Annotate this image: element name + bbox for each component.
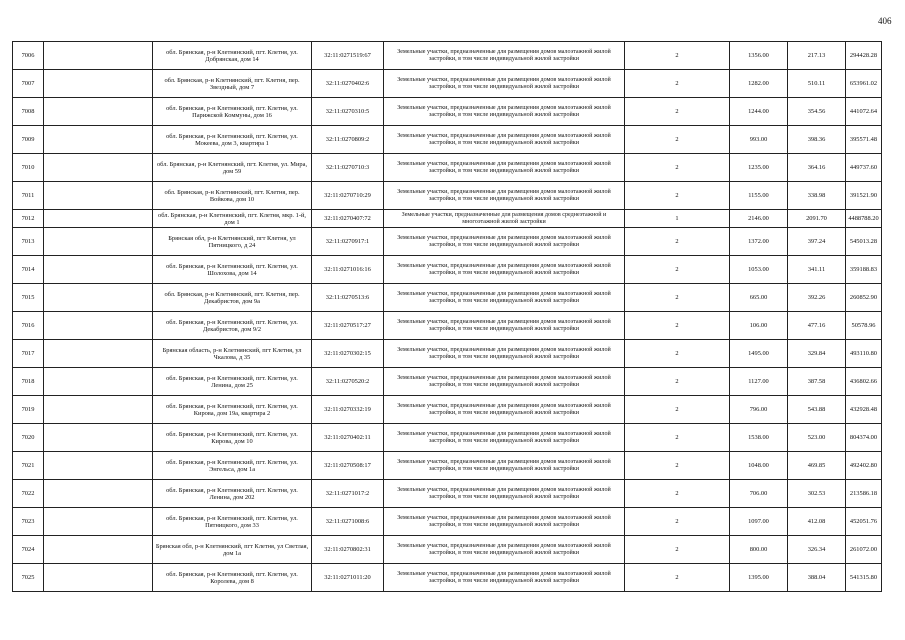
area-cell: 993.00 xyxy=(730,126,788,154)
cadastral-number-cell: 32:11:0270407:72 xyxy=(312,210,384,228)
cadastral-number-cell: 32:11:0271008:6 xyxy=(312,508,384,536)
blank-cell xyxy=(44,210,153,228)
cadastral-number-cell: 32:11:0270809:2 xyxy=(312,126,384,154)
row-id-cell: 7006 xyxy=(13,42,44,70)
land-plots-table xyxy=(12,41,882,592)
blank-cell xyxy=(44,536,153,564)
cadastral-value-cell: 449737.60 xyxy=(846,154,882,182)
blank-cell xyxy=(44,154,153,182)
group-cell: 2 xyxy=(625,452,730,480)
purpose-cell: Земельные участки, предназначенные для размещения домов малоэтажной жилой застройки, в том числе индивидуальной жилой застройки xyxy=(384,284,625,312)
cadastral-number-cell: 32:11:0270802:31 xyxy=(312,536,384,564)
purpose-cell: Земельные участки, предназначенные для размещения домов малоэтажной жилой застройки, в том числе индивидуальной жилой застройки xyxy=(384,536,625,564)
row-id-cell: 7009 xyxy=(13,126,44,154)
purpose-cell: Земельные участки, предназначенные для размещения домов малоэтажной жилой застройки, в том числе индивидуальной жилой застройки xyxy=(384,154,625,182)
purpose-cell: Земельные участки, предназначенные для размещения домов малоэтажной жилой застройки, в том числе индивидуальной жилой застройки xyxy=(384,126,625,154)
blank-cell xyxy=(44,98,153,126)
purpose-cell: Земельные участки, предназначенные для размещения домов малоэтажной жилой застройки, в том числе индивидуальной жилой застройки xyxy=(384,480,625,508)
cadastral-value-cell: 452051.76 xyxy=(846,508,882,536)
row-id-cell: 7025 xyxy=(13,564,44,592)
specific-value-cell: 469.85 xyxy=(788,452,846,480)
address-cell: Брянская обл, р-н Клетнянский, пгт Клетня, ул Светлая, дом 1а xyxy=(153,536,312,564)
cadastral-value-cell: 294428.28 xyxy=(846,42,882,70)
table-row xyxy=(13,98,882,126)
purpose-cell: Земельные участки, предназначенные для размещения домов малоэтажной жилой застройки, в том числе индивидуальной жилой застройки xyxy=(384,340,625,368)
group-cell: 2 xyxy=(625,228,730,256)
row-id-cell: 7008 xyxy=(13,98,44,126)
group-cell: 1 xyxy=(625,210,730,228)
area-cell: 1097.00 xyxy=(730,508,788,536)
group-cell: 2 xyxy=(625,536,730,564)
table-row xyxy=(13,452,882,480)
group-cell: 2 xyxy=(625,70,730,98)
group-cell: 2 xyxy=(625,480,730,508)
group-cell: 2 xyxy=(625,284,730,312)
specific-value-cell: 354.56 xyxy=(788,98,846,126)
purpose-cell: Земельные участки, предназначенные для размещения домов малоэтажной жилой застройки, в том числе индивидуальной жилой застройки xyxy=(384,424,625,452)
row-id-cell: 7016 xyxy=(13,312,44,340)
cadastral-value-cell: 653961.02 xyxy=(846,70,882,98)
row-id-cell: 7023 xyxy=(13,508,44,536)
table-row xyxy=(13,126,882,154)
address-cell: обл. Брянская, р-н Клетнянский, пгт. Клетня, ул. Кирова, дом 10 xyxy=(153,424,312,452)
purpose-cell: Земельные участки, предназначенные для размещения домов малоэтажной жилой застройки, в том числе индивидуальной жилой застройки xyxy=(384,42,625,70)
blank-cell xyxy=(44,42,153,70)
row-id-cell: 7019 xyxy=(13,396,44,424)
area-cell: 796.00 xyxy=(730,396,788,424)
table-row xyxy=(13,368,882,396)
table-row xyxy=(13,340,882,368)
cadastral-value-cell: 493110.80 xyxy=(846,340,882,368)
cadastral-value-cell: 395571.48 xyxy=(846,126,882,154)
table-row xyxy=(13,210,882,228)
area-cell: 800.00 xyxy=(730,536,788,564)
area-cell: 1495.00 xyxy=(730,340,788,368)
cadastral-value-cell: 541315.80 xyxy=(846,564,882,592)
area-cell: 2146.00 xyxy=(730,210,788,228)
row-id-cell: 7010 xyxy=(13,154,44,182)
blank-cell xyxy=(44,564,153,592)
row-id-cell: 7020 xyxy=(13,424,44,452)
area-cell: 1282.00 xyxy=(730,70,788,98)
row-id-cell: 7015 xyxy=(13,284,44,312)
purpose-cell: Земельные участки, предназначенные для размещения домов малоэтажной жилой застройки, в том числе индивидуальной жилой застройки xyxy=(384,508,625,536)
cadastral-number-cell: 32:11:0270513:6 xyxy=(312,284,384,312)
row-id-cell: 7011 xyxy=(13,182,44,210)
row-id-cell: 7018 xyxy=(13,368,44,396)
address-cell: обл. Брянская, р-н Клетнянский, пгт. Клетня, ул. Мира, дом 59 xyxy=(153,154,312,182)
cadastral-number-cell: 32:11:0271017:2 xyxy=(312,480,384,508)
blank-cell xyxy=(44,312,153,340)
row-id-cell: 7024 xyxy=(13,536,44,564)
row-id-cell: 7013 xyxy=(13,228,44,256)
area-cell: 1372.00 xyxy=(730,228,788,256)
cadastral-value-cell: 432928.48 xyxy=(846,396,882,424)
cadastral-value-cell: 441072.64 xyxy=(846,98,882,126)
cadastral-number-cell: 32:11:0270917:1 xyxy=(312,228,384,256)
address-cell: обл. Брянская, р-н Клетнянский, пгт. Клетня, ул. Королева, дом 8 xyxy=(153,564,312,592)
table-row xyxy=(13,182,882,210)
row-id-cell: 7012 xyxy=(13,210,44,228)
purpose-cell: Земельные участки, предназначенные для размещения домов малоэтажной жилой застройки, в том числе индивидуальной жилой застройки xyxy=(384,312,625,340)
area-cell: 1395.00 xyxy=(730,564,788,592)
cadastral-number-cell: 32:11:0270710:3 xyxy=(312,154,384,182)
purpose-cell: Земельные участки, предназначенные для размещения домов малоэтажной жилой застройки, в том числе индивидуальной жилой застройки xyxy=(384,564,625,592)
specific-value-cell: 477.16 xyxy=(788,312,846,340)
address-cell: обл. Брянская, р-н Клетнянский, пгт. Клетня, пер. Декабристов, дом 9а xyxy=(153,284,312,312)
table-row xyxy=(13,508,882,536)
specific-value-cell: 392.26 xyxy=(788,284,846,312)
blank-cell xyxy=(44,368,153,396)
group-cell: 2 xyxy=(625,340,730,368)
blank-cell xyxy=(44,396,153,424)
blank-cell xyxy=(44,284,153,312)
cadastral-number-cell: 32:11:0270517:27 xyxy=(312,312,384,340)
area-cell: 1048.00 xyxy=(730,452,788,480)
blank-cell xyxy=(44,340,153,368)
table-row xyxy=(13,256,882,284)
purpose-cell: Земельные участки, предназначенные для размещения домов среднеэтажной и многоэтажной жилой застройки xyxy=(384,210,625,228)
row-id-cell: 7022 xyxy=(13,480,44,508)
group-cell: 2 xyxy=(625,256,730,284)
area-cell: 1244.00 xyxy=(730,98,788,126)
cadastral-number-cell: 32:11:0270332:19 xyxy=(312,396,384,424)
address-cell: обл. Брянская, р-н Клетнянский, пгт. Клетня, ул. Кирова, дом 19а, квартира 2 xyxy=(153,396,312,424)
specific-value-cell: 338.98 xyxy=(788,182,846,210)
address-cell: Брянская область, р-н Клетнянский, пгт Клетня, ул Чкалова, д 35 xyxy=(153,340,312,368)
row-id-cell: 7021 xyxy=(13,452,44,480)
table-row xyxy=(13,228,882,256)
table-row xyxy=(13,42,882,70)
address-cell: обл. Брянская, р-н Клетнянский, пгт. Клетня, ул. Ленина, дом 202 xyxy=(153,480,312,508)
specific-value-cell: 302.53 xyxy=(788,480,846,508)
specific-value-cell: 341.11 xyxy=(788,256,846,284)
row-id-cell: 7017 xyxy=(13,340,44,368)
cadastral-number-cell: 32:11:0271016:16 xyxy=(312,256,384,284)
address-cell: обл. Брянская, р-н Клетнянский, пгт. Клетня, ул. Парижской Коммуны, дом 16 xyxy=(153,98,312,126)
cadastral-value-cell: 213586.18 xyxy=(846,480,882,508)
address-cell: обл. Брянская, р-н Клетнянский, пгт. Клетня, ул. Ленина, дом 25 xyxy=(153,368,312,396)
area-cell: 1356.00 xyxy=(730,42,788,70)
cadastral-value-cell: 359188.83 xyxy=(846,256,882,284)
area-cell: 106.00 xyxy=(730,312,788,340)
group-cell: 2 xyxy=(625,396,730,424)
table-row xyxy=(13,154,882,182)
specific-value-cell: 523.00 xyxy=(788,424,846,452)
cadastral-number-cell: 32:11:0271011:20 xyxy=(312,564,384,592)
purpose-cell: Земельные участки, предназначенные для размещения домов малоэтажной жилой застройки, в том числе индивидуальной жилой застройки xyxy=(384,396,625,424)
address-cell: обл. Брянская, р-н Клетнянский, пгт. Клетня, мкр. 1-й, дом 1 xyxy=(153,210,312,228)
specific-value-cell: 217.13 xyxy=(788,42,846,70)
table-row xyxy=(13,70,882,98)
address-cell: обл. Брянская, р-н Клетнянский, пгт. Клетня, ул. Мокеева, дом 3, квартира 1 xyxy=(153,126,312,154)
group-cell: 2 xyxy=(625,98,730,126)
purpose-cell: Земельные участки, предназначенные для размещения домов малоэтажной жилой застройки, в том числе индивидуальной жилой застройки xyxy=(384,256,625,284)
cadastral-value-cell: 261072.00 xyxy=(846,536,882,564)
area-cell: 1235.00 xyxy=(730,154,788,182)
address-cell: обл. Брянская, р-н Клетнянский, пгт. Клетня, ул. Шолохова, дом 14 xyxy=(153,256,312,284)
row-id-cell: 7007 xyxy=(13,70,44,98)
cadastral-value-cell: 804374.00 xyxy=(846,424,882,452)
address-cell: Брянская обл, р-н Клетнянский, пгт Клетня, ул Пятницкого, д 24 xyxy=(153,228,312,256)
cadastral-number-cell: 32:11:0270402:11 xyxy=(312,424,384,452)
specific-value-cell: 398.36 xyxy=(788,126,846,154)
group-cell: 2 xyxy=(625,312,730,340)
cadastral-value-cell: 436802.66 xyxy=(846,368,882,396)
address-cell: обл. Брянская, р-н Клетнянский, пгт. Клетня, ул. Пятницкого, дом 33 xyxy=(153,508,312,536)
blank-cell xyxy=(44,424,153,452)
group-cell: 2 xyxy=(625,182,730,210)
group-cell: 2 xyxy=(625,564,730,592)
purpose-cell: Земельные участки, предназначенные для размещения домов малоэтажной жилой застройки, в том числе индивидуальной жилой застройки xyxy=(384,182,625,210)
cadastral-value-cell: 492402.80 xyxy=(846,452,882,480)
blank-cell xyxy=(44,70,153,98)
group-cell: 2 xyxy=(625,154,730,182)
group-cell: 2 xyxy=(625,368,730,396)
cadastral-number-cell: 32:11:0271519:67 xyxy=(312,42,384,70)
specific-value-cell: 412.08 xyxy=(788,508,846,536)
cadastral-value-cell: 545013.28 xyxy=(846,228,882,256)
blank-cell xyxy=(44,228,153,256)
blank-cell xyxy=(44,508,153,536)
group-cell: 2 xyxy=(625,42,730,70)
blank-cell xyxy=(44,452,153,480)
address-cell: обл. Брянская, р-н Клетнянский, пгт. Клетня, ул. Энгельса, дом 1а xyxy=(153,452,312,480)
area-cell: 665.00 xyxy=(730,284,788,312)
purpose-cell: Земельные участки, предназначенные для размещения домов малоэтажной жилой застройки, в том числе индивидуальной жилой застройки xyxy=(384,70,625,98)
specific-value-cell: 397.24 xyxy=(788,228,846,256)
blank-cell xyxy=(44,182,153,210)
row-id-cell: 7014 xyxy=(13,256,44,284)
cadastral-number-cell: 32:11:0270710:29 xyxy=(312,182,384,210)
area-cell: 706.00 xyxy=(730,480,788,508)
specific-value-cell: 329.84 xyxy=(788,340,846,368)
cadastral-value-cell: 50578.96 xyxy=(846,312,882,340)
cadastral-number-cell: 32:11:0270520:2 xyxy=(312,368,384,396)
page-number: 406 xyxy=(878,16,892,26)
specific-value-cell: 387.58 xyxy=(788,368,846,396)
table-row xyxy=(13,480,882,508)
specific-value-cell: 543.88 xyxy=(788,396,846,424)
area-cell: 1053.00 xyxy=(730,256,788,284)
purpose-cell: Земельные участки, предназначенные для размещения домов малоэтажной жилой застройки, в том числе индивидуальной жилой застройки xyxy=(384,228,625,256)
group-cell: 2 xyxy=(625,508,730,536)
table-body xyxy=(13,42,882,592)
blank-cell xyxy=(44,126,153,154)
table-row xyxy=(13,564,882,592)
specific-value-cell: 510.11 xyxy=(788,70,846,98)
table-row xyxy=(13,284,882,312)
address-cell: обл. Брянская, р-н Клетнянский, пгт. Клетня, ул. Добрянская, дом 14 xyxy=(153,42,312,70)
table-row xyxy=(13,424,882,452)
cadastral-number-cell: 32:11:0270402:6 xyxy=(312,70,384,98)
purpose-cell: Земельные участки, предназначенные для размещения домов малоэтажной жилой застройки, в том числе индивидуальной жилой застройки xyxy=(384,452,625,480)
purpose-cell: Земельные участки, предназначенные для размещения домов малоэтажной жилой застройки, в том числе индивидуальной жилой застройки xyxy=(384,368,625,396)
table-row xyxy=(13,536,882,564)
cadastral-value-cell: 4488788.20 xyxy=(846,210,882,228)
address-cell: обл. Брянская, р-н Клетнянский, пгт. Клетня, пер. Звездный, дом 7 xyxy=(153,70,312,98)
area-cell: 1127.00 xyxy=(730,368,788,396)
group-cell: 2 xyxy=(625,126,730,154)
blank-cell xyxy=(44,480,153,508)
table-row xyxy=(13,396,882,424)
group-cell: 2 xyxy=(625,424,730,452)
cadastral-number-cell: 32:11:0270302:15 xyxy=(312,340,384,368)
address-cell: обл. Брянская, р-н Клетнянский, пгт. Клетня, пер. Войкова, дом 10 xyxy=(153,182,312,210)
specific-value-cell: 364.16 xyxy=(788,154,846,182)
cadastral-number-cell: 32:11:0270508:17 xyxy=(312,452,384,480)
purpose-cell: Земельные участки, предназначенные для размещения домов малоэтажной жилой застройки, в том числе индивидуальной жилой застройки xyxy=(384,98,625,126)
specific-value-cell: 388.04 xyxy=(788,564,846,592)
cadastral-value-cell: 260852.90 xyxy=(846,284,882,312)
specific-value-cell: 2091.70 xyxy=(788,210,846,228)
cadastral-number-cell: 32:11:0270310:5 xyxy=(312,98,384,126)
blank-cell xyxy=(44,256,153,284)
table-row xyxy=(13,312,882,340)
specific-value-cell: 326.34 xyxy=(788,536,846,564)
address-cell: обл. Брянская, р-н Клетнянский, пгт. Клетня, ул. Декабристов, дом 9/2 xyxy=(153,312,312,340)
area-cell: 1538.00 xyxy=(730,424,788,452)
cadastral-value-cell: 391521.90 xyxy=(846,182,882,210)
area-cell: 1155.00 xyxy=(730,182,788,210)
